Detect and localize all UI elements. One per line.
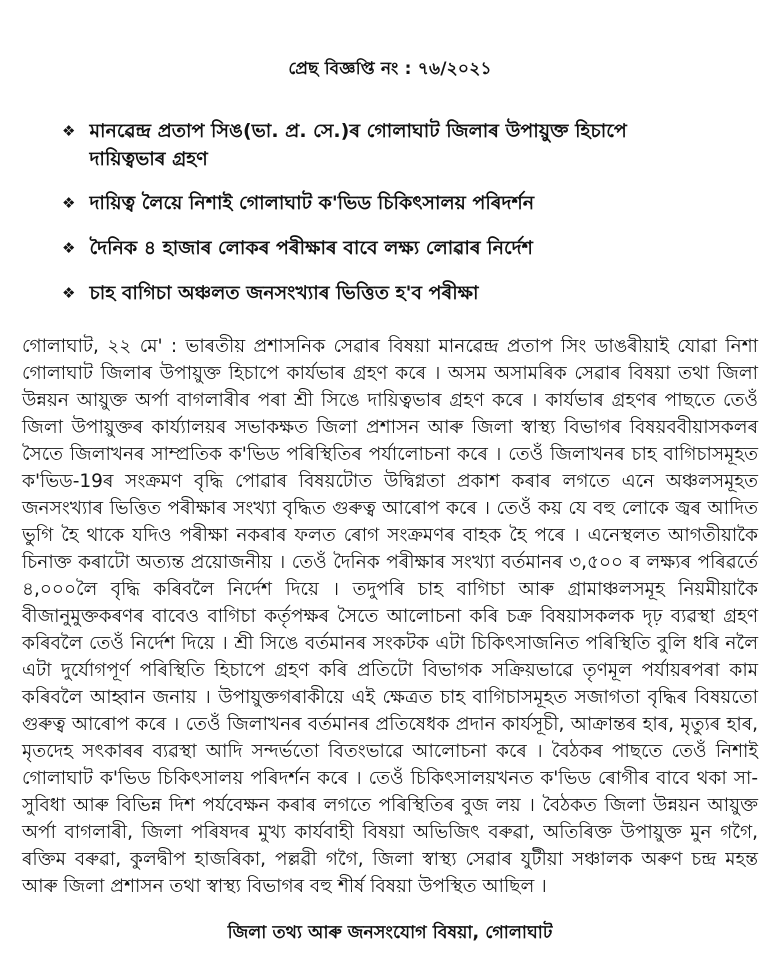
release-number-heading: প্ৰেছ বিজ্ঞপ্তি নং : ৭৬/২০২১ [288, 59, 492, 79]
diamond-bullet-icon: ❖ [62, 238, 76, 257]
highlight-item [62, 118, 738, 173]
highlight-item [62, 280, 738, 308]
diamond-bullet-icon: ❖ [62, 283, 76, 302]
highlight-text: চাহ বাগিচা অঞ্চলত জনসংখ্যাৰ ভিত্তিত হ'ব পৰীক্ষা [89, 281, 479, 304]
diamond-bullet-icon: ❖ [62, 194, 76, 213]
signoff-line: জিলা তথ্য আৰু জনসংযোগ বিষয়া, গোলাঘাট [227, 923, 553, 944]
highlight-text: মানৱেন্দ্ৰ প্ৰতাপ সিঙ(ভা. প্ৰ. সে.)ৰ গোলাঘাট জিলাৰ উপায়ুক্ত হিচাপে দায়িত্বভাৰ গ্ৰহণ [89, 120, 627, 170]
highlight-item [62, 190, 738, 218]
diamond-bullet-icon: ❖ [62, 122, 76, 140]
highlight-item [62, 235, 738, 263]
highlight-text: দৈনিক ৪ হাজাৰ লোকৰ পৰীক্ষাৰ বাবে লক্ষ্য লোৱাৰ নিৰ্দেশ [89, 236, 533, 259]
press-release-body: গোলাঘাট, ২২ মে' : ভাৰতীয় প্ৰশাসনিক সেৱাৰ বিষয়া মানৱেন্দ্ৰ প্ৰতাপ সিং ডাঙৰীয়াই যোৱা নিশা গোলাঘাট জিলাৰ উপায়ুক্ত হিচাপে কাৰ্যভাৰ গ্ৰহণ কৰে । অসম অসামৰিক সেৱাৰ বিষয়া তথা জিলা উন্নয়ন আয়ুক্ত অৰ্পা বাগলাৰীৰ পৰা শ্ৰী সিঙে দায়িত্বভাৰ গ্ৰহণ কৰে । কাৰ্যভাৰ গ্ৰহণৰ পাছতে তেওঁ জিলা উপায়ুক্তৰ কাৰ্য্যালয়ৰ সভাকক্ষত জিলা প্ৰশাসন আৰু জিলা স্বাস্থ্য বিভাগৰ বিষয়ববীয়াসকলৰ সৈতে জিলাখনৰ সাম্প্ৰতিক ক'ভিড পৰিস্থিতিৰ পৰ্যালোচনা কৰে । তেওঁ জিলাখনৰ চাহ বাগিচাসমূহত ক'ভিড-19ৰ সংক্ৰমণ বৃদ্ধি পোৱাৰ বিষয়টোত উদ্বিগ্নতা প্ৰকাশ কৰাৰ লগতে এনে অঞ্চলসমূহত জনসংখ্যাৰ ভিত্তিত পৰীক্ষাৰ সংখ্যা বৃদ্ধিত গুৰুত্ব আৰোপ কৰে । তেওঁ কয় যে বহু লোকে জ্বৰ আদিত ভুগি হৈ থাকে যদিও পৰীক্ষা নকৰাৰ ফলত ৰোগ সংক্ৰমণৰ বাহক হৈ পৰে । এনেস্থলত আগতীয়াকৈ চিনাক্ত কৰাটো অত্যন্ত প্ৰয়োজনীয় । তেওঁ দৈনিক পৰীক্ষাৰ সংখ্যা বৰ্তমানৰ ৩,৫০০ ৰ লক্ষ্যৰ পৰিৱৰ্তে ৪,০০০লৈ বৃদ্ধি কৰিবলৈ নিৰ্দেশ দিয়ে । তদুপৰি চাহ বাগিচা আৰু গ্ৰামাঞ্চলসমূহ নিয়মীয়াকৈ বীজানুমুক্তকৰণৰ বাবেও বাগিচা কৰ্তৃপক্ষৰ সৈতে আলোচনা কৰি চক্ৰ বিষয়াসকলক দৃঢ় ব্যৱস্থা গ্ৰহণ কৰিবলৈ তেওঁ নিৰ্দেশ দিয়ে । শ্ৰী সিঙে বৰ্তমানৰ সংকটক এটা চিকিৎসাজনিত পৰিস্থিতি বুলি ধৰি নলৈ এটা দুৰ্যোগপূৰ্ণ পৰিস্থিতি হিচাপে গ্ৰহণ কৰি প্ৰতিটো বিভাগক সক্ৰিয়ভাৱে তৃণমূল পৰ্যায়ৰপৰা কাম কৰিবলৈ আহ্বান জনায় । উপায়ুক্তগৰাকীয়ে এই ক্ষেত্ৰত চাহ বাগিচাসমূহত সজাগতা বৃদ্ধিৰ বিষয়তো গুৰুত্ব আৰোপ কৰে । তেওঁ জিলাখনৰ বৰ্তমানৰ প্ৰতিষেধক প্ৰদান কাৰ্যসূচী, আক্ৰান্তৰ হাৰ, মৃত্যুৰ হাৰ, মৃতদেহ সৎকাৰৰ ব্যৱস্থা আদি সন্দৰ্ভতো বিতংভাৱে আলোচনা কৰে । বৈঠকৰ পাছতে তেওঁ নিশাই গোলাঘাট ক'ভিড চিকিৎসালয় পৰিদৰ্শন কৰে । তেওঁ চিকিৎসালয়খনত ক'ভিড ৰোগীৰ বাবে থকা সা-সুবিধা আৰু বিভিন্ন দিশ পৰ্যবেক্ষন কৰাৰ লগতে পৰিস্থিতিৰ বুজ লয় । বৈঠকত জিলা উন্নয়ন আয়ুক্ত অৰ্পা বাগলাৰী, জিলা পৰিষদৰ মুখ্য কাৰ্যবাহী বিষয়া অভিজিৎ বৰুৱা, অতিৰিক্ত উপায়ুক্ত মুন গগৈ, ৰক্তিম বৰুৱা, কুলদ্বীপ হাজৰিকা, পল্লৱী গগৈ, জিলা স্বাস্থ্য সেৱাৰ যুটীয়া সঞ্চালক অৰুণ চন্দ্ৰ মহন্ত আৰু জিলা প্ৰশাসন তথা স্বাস্থ্য বিভাগৰ বহু শীৰ্ষ বিষয়া উপস্থিত আছিল । [22, 336, 758, 898]
highlight-list [22, 118, 758, 307]
highlight-text: দায়িত্ব লৈয়ে নিশাই গোলাঘাট ক'ভিড চিকিৎসালয় পৰিদৰ্শন [89, 192, 535, 215]
